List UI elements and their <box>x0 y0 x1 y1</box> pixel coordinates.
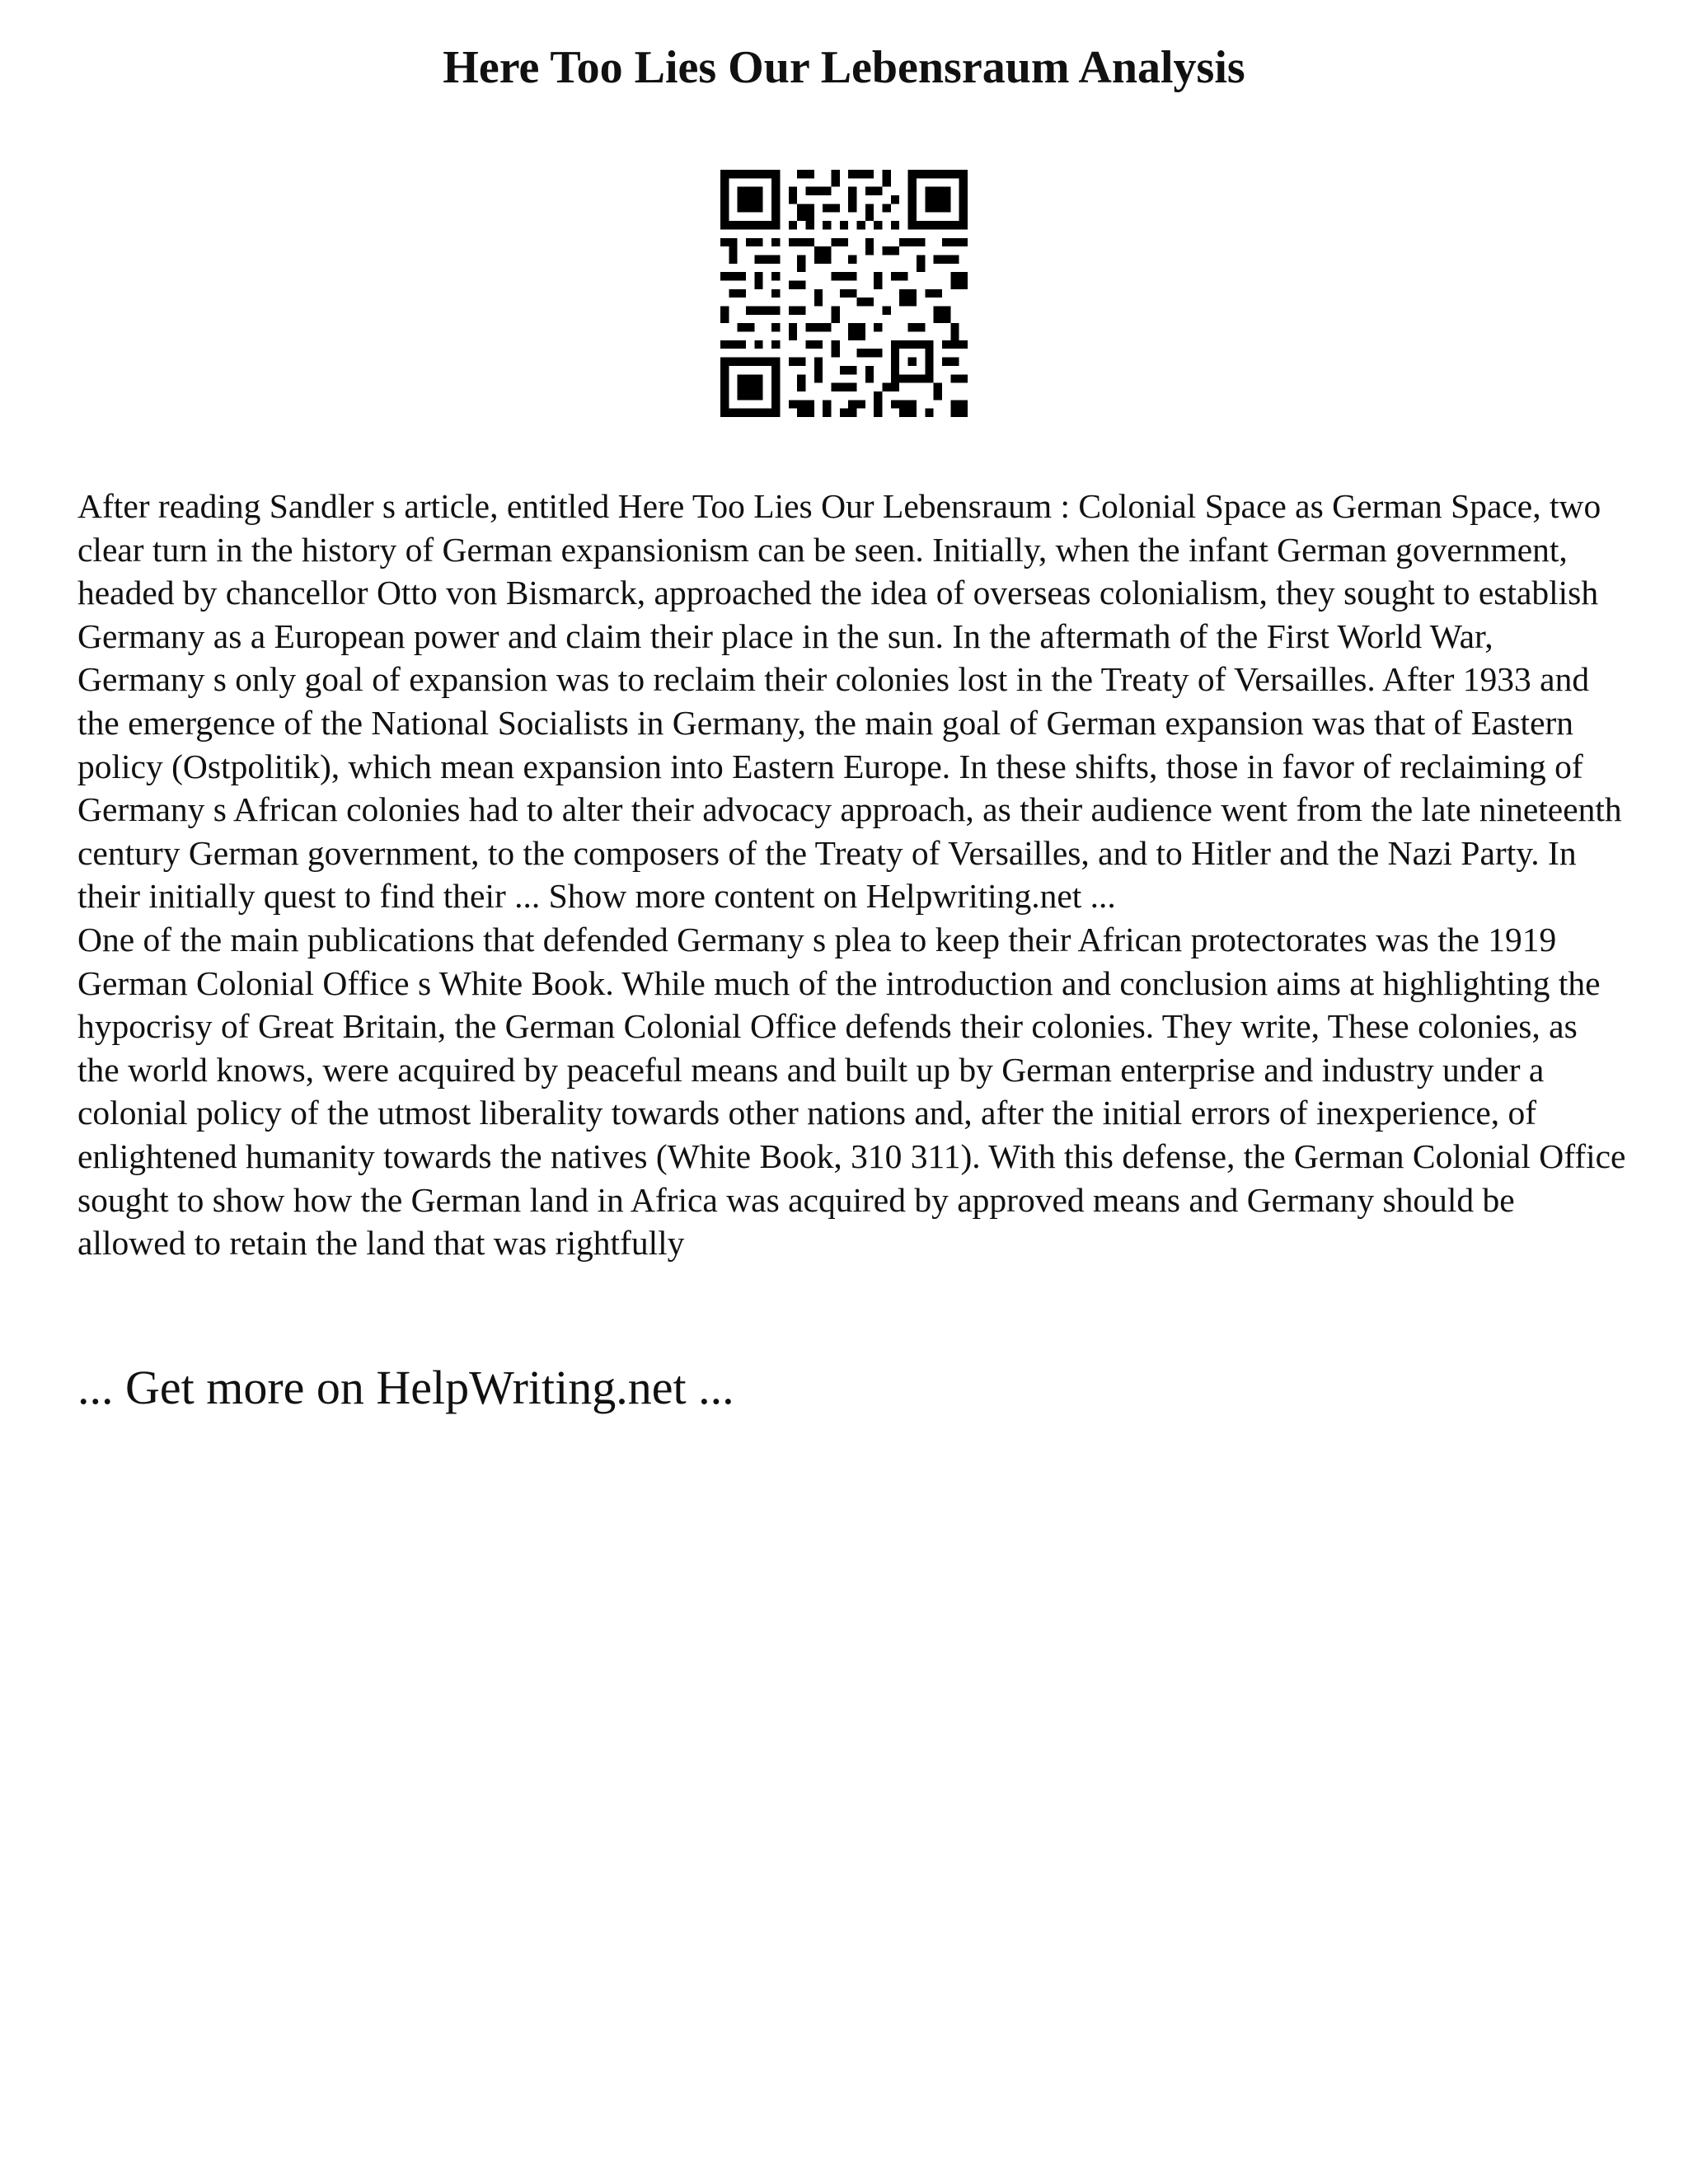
paragraph-1: After reading Sandler s article, entitled Here Too Lies Our Lebensraum : Colonial Space as German Space, two clear turn in the history of German expansionism can be seen. Initially, when the infant German government, headed by chancellor Otto von Bismarck, approached the idea of overseas colonialism, they sought to establish Germany as a European power and claim their place in the sun. In the aftermath of the First World War, Germany s only goal of expansion was to reclaim their colonies lost in the Treaty of Versailles. After 1933 and the emergence of the National Socialists in Germany, the main goal of German expansion was that of Eastern policy (Ostpolitik), which mean expansion into Eastern Europe. In these shifts, those in favor of reclaiming of Germany s African colonies had to alter their advocacy approach, as their audience went from the late nineteenth century German government, to the composers of the Treaty of Versailles, and to Hitler and the Nazi Party. In their initially quest to find their ... Show more content on Helpwriting.net ... <box>77 487 1622 916</box>
article-body <box>77 485 1627 1265</box>
qr-code-icon <box>720 170 968 417</box>
page-title: Here Too Lies Our Lebensraum Analysis <box>443 42 1245 93</box>
paragraph-2: One of the main publications that defended Germany s plea to keep their African protectorates was the 1919 German Colonial Office s White Book. While much of the introduction and conclusion aims at highlighting the hypocrisy of Great Britain, the German Colonial Office defends their colonies. They write, These colonies, as the world knows, were acquired by peaceful means and built up by German enterprise and industry under a colonial policy of the utmost liberality towards other nations and, after the initial errors of inexperience, of enlightened humanity towards the natives (White Book, 310 311). With this defense, the German Colonial Office sought to show how the German land in Africa was acquired by approved means and Germany should be allowed to retain the land that was rightfully <box>77 920 1626 1263</box>
get-more-link[interactable]: ... Get more on HelpWriting.net ... <box>77 1361 734 1414</box>
